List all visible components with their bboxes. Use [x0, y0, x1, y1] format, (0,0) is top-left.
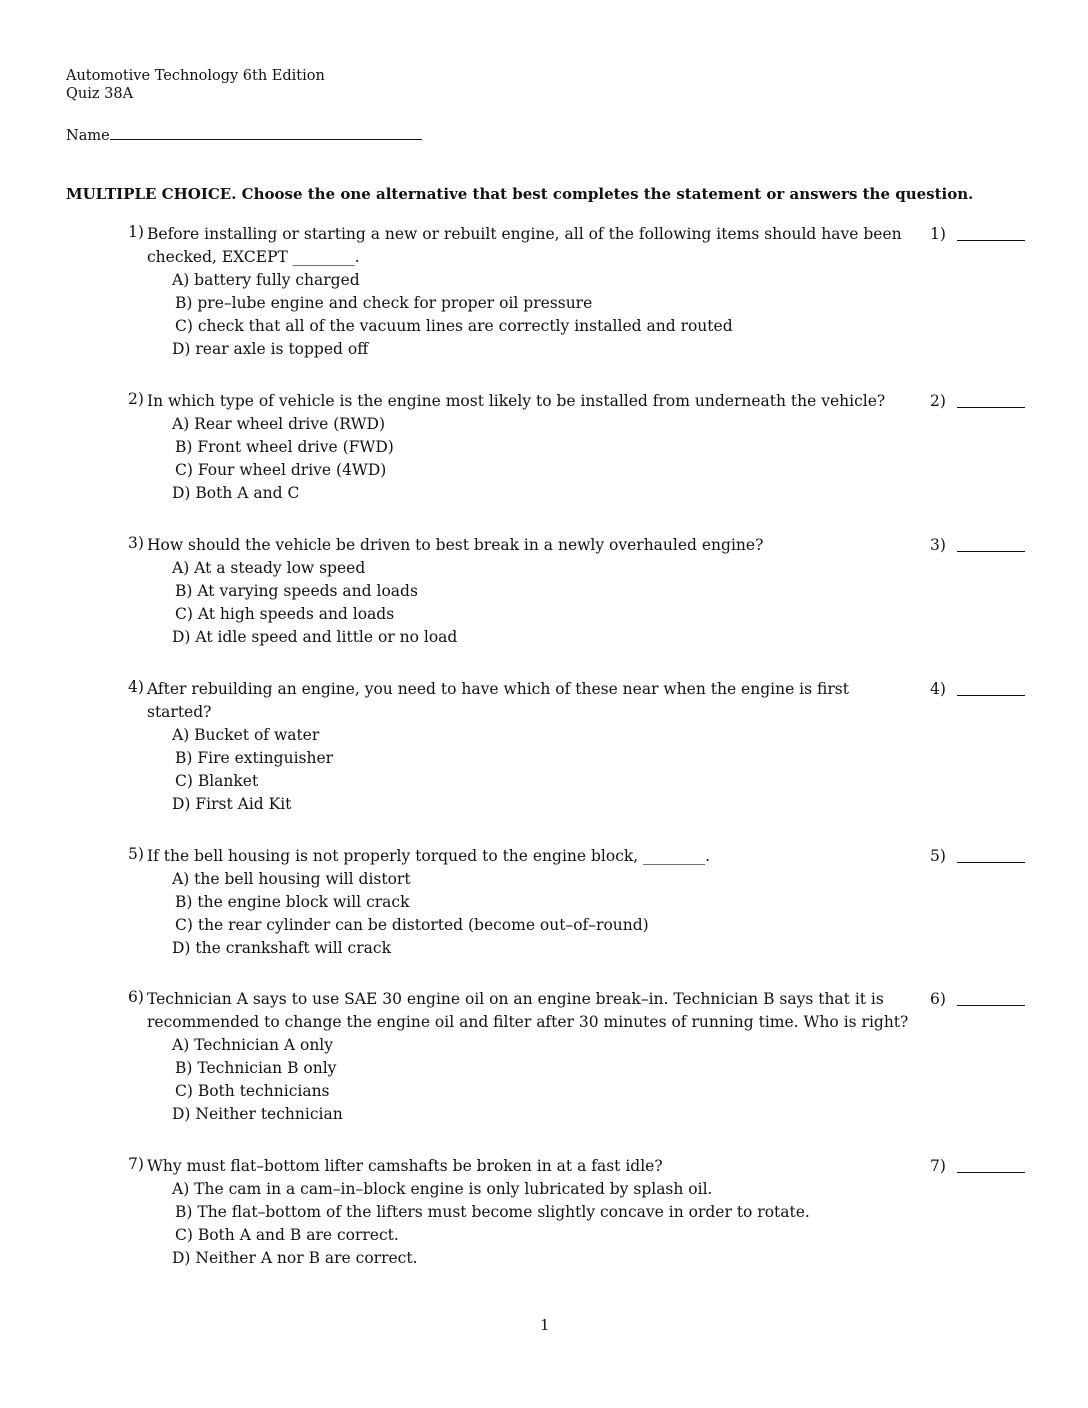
- question-3: [128, 534, 1088, 649]
- question-2: [128, 390, 1088, 505]
- option-b[interactable]: B) Fire extinguisher: [175, 749, 334, 767]
- answer-number: 7): [930, 1157, 946, 1175]
- option-a[interactable]: A) battery fully charged: [172, 271, 360, 289]
- quiz-title: Quiz 38A: [66, 86, 134, 102]
- option-d[interactable]: D) Neither A nor B are correct.: [172, 1249, 418, 1267]
- question-text: Before installing or starting a new or rebuilt engine, all of the following items should have been: [147, 225, 902, 243]
- option-c[interactable]: C) check that all of the vacuum lines are correctly installed and routed: [175, 317, 733, 335]
- question-5: [128, 845, 1088, 960]
- question-text: started?: [147, 703, 212, 721]
- question-text: How should the vehicle be driven to best break in a newly overhauled engine?: [147, 536, 764, 554]
- option-c[interactable]: C) Four wheel drive (4WD): [175, 461, 387, 479]
- question-number: 4): [128, 678, 144, 696]
- option-d[interactable]: D) Both A and C: [172, 484, 300, 502]
- option-d[interactable]: D) First Aid Kit: [172, 795, 292, 813]
- question-7: [128, 1155, 1088, 1270]
- option-d[interactable]: D) the crankshaft will crack: [172, 939, 391, 957]
- question-text: checked, EXCEPT ________.: [147, 248, 360, 266]
- option-a[interactable]: A) Technician A only: [172, 1036, 334, 1054]
- question-text: If the bell housing is not properly torqued to the engine block, ________.: [147, 847, 711, 865]
- question-number: 1): [128, 223, 144, 241]
- option-d[interactable]: D) rear axle is topped off: [172, 340, 369, 358]
- answer-number: 3): [930, 536, 946, 554]
- question-number: 6): [128, 988, 144, 1006]
- answer-blank[interactable]: [957, 862, 1025, 863]
- name-label: Name: [66, 128, 110, 144]
- instructions: MULTIPLE CHOICE. Choose the one alternative that best completes the statement or answers the question.: [66, 185, 974, 203]
- option-d[interactable]: D) Neither technician: [172, 1105, 343, 1123]
- option-a[interactable]: A) Rear wheel drive (RWD): [172, 415, 385, 433]
- option-b[interactable]: B) pre–lube engine and check for proper oil pressure: [175, 294, 593, 312]
- option-b[interactable]: B) Front wheel drive (FWD): [175, 438, 394, 456]
- page-number: 1: [540, 1316, 550, 1334]
- option-d[interactable]: D) At idle speed and little or no load: [172, 628, 458, 646]
- question-6: [128, 988, 1088, 1126]
- option-c[interactable]: C) the rear cylinder can be distorted (become out–of–round): [175, 916, 649, 934]
- question-number: 7): [128, 1155, 144, 1173]
- option-b[interactable]: B) The flat–bottom of the lifters must become slightly concave in order to rotate.: [175, 1203, 810, 1221]
- option-b[interactable]: B) Technician B only: [175, 1059, 337, 1077]
- answer-blank[interactable]: [957, 695, 1025, 696]
- question-text: recommended to change the engine oil and filter after 30 minutes of running time. Who is right?: [147, 1013, 909, 1031]
- answer-blank[interactable]: [957, 551, 1025, 552]
- question-4: [128, 678, 1088, 816]
- answer-number: 1): [930, 225, 946, 243]
- question-number: 3): [128, 534, 144, 552]
- option-c[interactable]: C) Blanket: [175, 772, 259, 790]
- course-title: Automotive Technology 6th Edition: [66, 68, 325, 84]
- answer-blank[interactable]: [957, 407, 1025, 408]
- option-c[interactable]: C) Both A and B are correct.: [175, 1226, 399, 1244]
- option-b[interactable]: B) At varying speeds and loads: [175, 582, 418, 600]
- option-c[interactable]: C) Both technicians: [175, 1082, 330, 1100]
- answer-number: 6): [930, 990, 946, 1008]
- question-text: In which type of vehicle is the engine most likely to be installed from underneath the vehicle?: [147, 392, 886, 410]
- option-c[interactable]: C) At high speeds and loads: [175, 605, 395, 623]
- answer-number: 2): [930, 392, 946, 410]
- question-number: 2): [128, 390, 144, 408]
- option-a[interactable]: A) Bucket of water: [172, 726, 320, 744]
- question-text: Technician A says to use SAE 30 engine oil on an engine break–in. Technician B says that it is: [147, 990, 884, 1008]
- option-a[interactable]: A) The cam in a cam–in–block engine is only lubricated by splash oil.: [172, 1180, 713, 1198]
- option-a[interactable]: A) At a steady low speed: [172, 559, 366, 577]
- answer-number: 5): [930, 847, 946, 865]
- name-field[interactable]: [66, 125, 422, 145]
- question-1: [128, 223, 1088, 361]
- question-number: 5): [128, 845, 144, 863]
- answer-blank[interactable]: [957, 1005, 1025, 1006]
- answer-blank[interactable]: [957, 240, 1025, 241]
- name-blank[interactable]: [110, 125, 422, 140]
- question-text: After rebuilding an engine, you need to have which of these near when the engine is first: [147, 680, 849, 698]
- answer-number: 4): [930, 680, 946, 698]
- option-a[interactable]: A) the bell housing will distort: [172, 870, 411, 888]
- question-text: Why must flat–bottom lifter camshafts be broken in at a fast idle?: [147, 1157, 663, 1175]
- option-b[interactable]: B) the engine block will crack: [175, 893, 410, 911]
- answer-blank[interactable]: [957, 1172, 1025, 1173]
